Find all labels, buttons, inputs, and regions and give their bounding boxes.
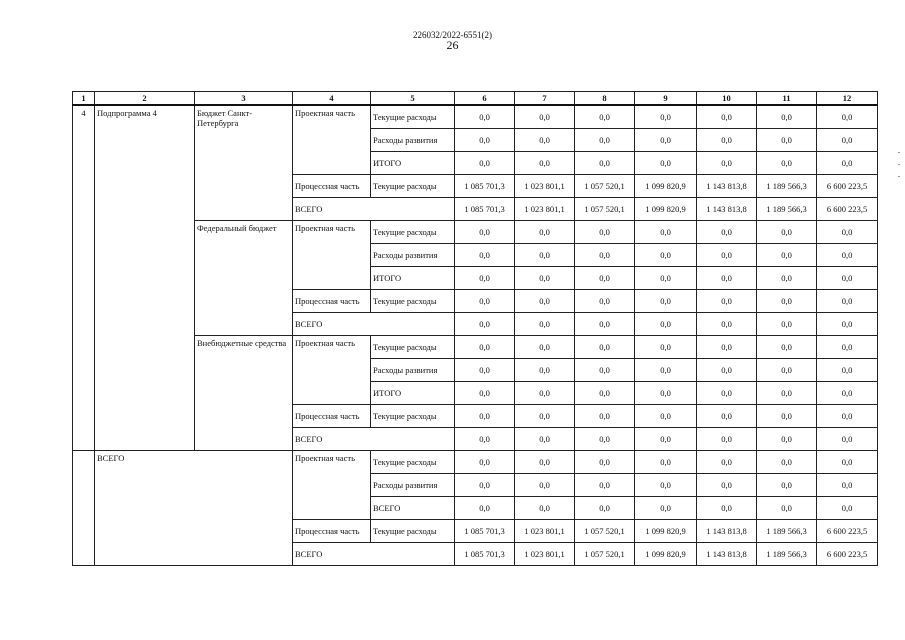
process-current-expenses-label: Текущие расходы bbox=[371, 520, 455, 543]
value-cell: 0,0 bbox=[455, 105, 515, 129]
value-cell: 0,0 bbox=[575, 359, 635, 382]
budget-table bbox=[72, 91, 878, 566]
project-part-label: Проектная часть bbox=[293, 336, 371, 405]
value-cell: 0,0 bbox=[697, 105, 757, 129]
value-cell: 0,0 bbox=[757, 474, 817, 497]
column-number-2: 2 bbox=[95, 92, 195, 106]
value-cell: 0,0 bbox=[635, 428, 697, 451]
value-cell: 0,0 bbox=[817, 428, 878, 451]
column-number-12: 12 bbox=[817, 92, 878, 106]
value-cell: 0,0 bbox=[697, 129, 757, 152]
column-number-10: 10 bbox=[697, 92, 757, 106]
value-cell: 0,0 bbox=[575, 267, 635, 290]
value-cell: 1 023 801,1 bbox=[515, 198, 575, 221]
value-cell: 0,0 bbox=[635, 497, 697, 520]
value-cell: 0,0 bbox=[697, 497, 757, 520]
value-cell: 0,0 bbox=[575, 451, 635, 474]
value-cell: 1 143 813,8 bbox=[697, 543, 757, 566]
value-cell: 0,0 bbox=[515, 497, 575, 520]
value-cell: 0,0 bbox=[697, 290, 757, 313]
project-part-label: Проектная часть bbox=[293, 105, 371, 175]
value-cell: 0,0 bbox=[697, 221, 757, 244]
value-cell: 0,0 bbox=[817, 105, 878, 129]
column-number-8: 8 bbox=[575, 92, 635, 106]
current-expenses-label: Текущие расходы bbox=[371, 105, 455, 129]
value-cell: 0,0 bbox=[817, 313, 878, 336]
value-cell: 0,0 bbox=[455, 359, 515, 382]
value-cell: 0,0 bbox=[757, 129, 817, 152]
value-cell: 0,0 bbox=[817, 382, 878, 405]
value-cell: 0,0 bbox=[515, 359, 575, 382]
value-cell: 0,0 bbox=[575, 428, 635, 451]
value-cell: 0,0 bbox=[757, 359, 817, 382]
development-expenses-label: Расходы развития bbox=[371, 359, 455, 382]
value-cell: 0,0 bbox=[515, 244, 575, 267]
value-cell: 0,0 bbox=[757, 152, 817, 175]
value-cell: 1 057 520,1 bbox=[575, 543, 635, 566]
value-cell: 0,0 bbox=[635, 152, 697, 175]
value-cell: 0,0 bbox=[817, 451, 878, 474]
value-cell: 0,0 bbox=[635, 129, 697, 152]
value-cell: 0,0 bbox=[515, 267, 575, 290]
value-cell: 0,0 bbox=[817, 336, 878, 359]
value-cell: 1 143 813,8 bbox=[697, 520, 757, 543]
value-cell: 0,0 bbox=[757, 428, 817, 451]
value-cell: 6 600 223,5 bbox=[817, 175, 878, 198]
value-cell: 0,0 bbox=[455, 313, 515, 336]
value-cell: 0,0 bbox=[697, 405, 757, 428]
value-cell: 0,0 bbox=[455, 336, 515, 359]
document-id: 226032/2022-6551(2) bbox=[413, 30, 492, 40]
column-number-7: 7 bbox=[515, 92, 575, 106]
current-expenses-label: Текущие расходы bbox=[371, 336, 455, 359]
value-cell: 0,0 bbox=[515, 105, 575, 129]
value-cell: 1 085 701,3 bbox=[455, 520, 515, 543]
scan-mark bbox=[898, 176, 900, 177]
value-cell: 1 057 520,1 bbox=[575, 198, 635, 221]
value-cell: 1 023 801,1 bbox=[515, 543, 575, 566]
current-expenses-label: Текущие расходы bbox=[371, 451, 455, 474]
development-expenses-label: Расходы развития bbox=[371, 474, 455, 497]
value-cell: 0,0 bbox=[455, 152, 515, 175]
value-cell: 1 085 701,3 bbox=[455, 175, 515, 198]
process-current-expenses-label: Текущие расходы bbox=[371, 175, 455, 198]
value-cell: 0,0 bbox=[757, 290, 817, 313]
value-cell: 0,0 bbox=[575, 382, 635, 405]
value-cell: 0,0 bbox=[455, 451, 515, 474]
value-cell: 1 099 820,9 bbox=[635, 520, 697, 543]
value-cell: 0,0 bbox=[515, 405, 575, 428]
grand-total-label: ВСЕГО bbox=[95, 451, 293, 566]
value-cell: 0,0 bbox=[515, 152, 575, 175]
value-cell: 0,0 bbox=[575, 313, 635, 336]
total-label: ВСЕГО bbox=[293, 543, 455, 566]
column-number-3: 3 bbox=[195, 92, 293, 106]
table-row bbox=[73, 105, 878, 129]
value-cell: 0,0 bbox=[455, 129, 515, 152]
value-cell: 1 143 813,8 bbox=[697, 198, 757, 221]
value-cell: 0,0 bbox=[757, 336, 817, 359]
value-cell: 0,0 bbox=[575, 244, 635, 267]
value-cell: 1 057 520,1 bbox=[575, 520, 635, 543]
value-cell: 0,0 bbox=[635, 382, 697, 405]
value-cell: 0,0 bbox=[757, 497, 817, 520]
value-cell: 0,0 bbox=[817, 244, 878, 267]
value-cell: 0,0 bbox=[817, 474, 878, 497]
value-cell: 1 023 801,1 bbox=[515, 520, 575, 543]
row-number: 4 bbox=[73, 105, 95, 451]
value-cell: 0,0 bbox=[635, 244, 697, 267]
value-cell: 0,0 bbox=[757, 244, 817, 267]
value-cell: 6 600 223,5 bbox=[817, 198, 878, 221]
value-cell: 0,0 bbox=[817, 497, 878, 520]
value-cell: 0,0 bbox=[697, 474, 757, 497]
table-row bbox=[73, 451, 878, 474]
program-name: Подпрограмма 4 bbox=[95, 105, 195, 451]
value-cell: 0,0 bbox=[575, 497, 635, 520]
subtotal-label: ИТОГО bbox=[371, 152, 455, 175]
value-cell: 0,0 bbox=[455, 428, 515, 451]
value-cell: 0,0 bbox=[697, 359, 757, 382]
value-cell: 0,0 bbox=[515, 451, 575, 474]
process-part-label: Процессная часть bbox=[293, 290, 371, 313]
value-cell: 0,0 bbox=[817, 221, 878, 244]
value-cell: 0,0 bbox=[697, 382, 757, 405]
value-cell: 1 099 820,9 bbox=[635, 175, 697, 198]
value-cell: 0,0 bbox=[635, 313, 697, 336]
column-number-6: 6 bbox=[455, 92, 515, 106]
process-part-label: Процессная часть bbox=[293, 520, 371, 543]
project-part-label: Проектная часть bbox=[293, 451, 371, 520]
value-cell: 1 085 701,3 bbox=[455, 543, 515, 566]
value-cell: 0,0 bbox=[697, 244, 757, 267]
value-cell: 0,0 bbox=[757, 221, 817, 244]
value-cell: 0,0 bbox=[817, 267, 878, 290]
value-cell: 0,0 bbox=[817, 290, 878, 313]
value-cell: 0,0 bbox=[817, 359, 878, 382]
value-cell: 0,0 bbox=[697, 313, 757, 336]
value-cell: 0,0 bbox=[575, 152, 635, 175]
process-part-label: Процессная часть bbox=[293, 405, 371, 428]
funding-source-name: Внебюджетные средства bbox=[195, 336, 293, 451]
value-cell: 0,0 bbox=[757, 382, 817, 405]
value-cell: 0,0 bbox=[817, 405, 878, 428]
value-cell: 0,0 bbox=[455, 474, 515, 497]
value-cell: 1 085 701,3 bbox=[455, 198, 515, 221]
value-cell: 0,0 bbox=[515, 290, 575, 313]
funding-source-name: Федеральный бюджет bbox=[195, 221, 293, 336]
value-cell: 1 189 566,3 bbox=[757, 175, 817, 198]
project-part-label: Проектная часть bbox=[293, 221, 371, 290]
column-number-4: 4 bbox=[293, 92, 371, 106]
column-number-1: 1 bbox=[73, 92, 95, 106]
value-cell: 0,0 bbox=[817, 129, 878, 152]
value-cell: 0,0 bbox=[635, 474, 697, 497]
value-cell: 0,0 bbox=[757, 105, 817, 129]
value-cell: 6 600 223,5 bbox=[817, 543, 878, 566]
process-current-expenses-label: Текущие расходы bbox=[371, 405, 455, 428]
value-cell: 0,0 bbox=[575, 336, 635, 359]
scan-mark bbox=[898, 164, 900, 165]
value-cell: 0,0 bbox=[455, 244, 515, 267]
value-cell: 0,0 bbox=[575, 290, 635, 313]
value-cell: 0,0 bbox=[575, 405, 635, 428]
value-cell: 0,0 bbox=[455, 405, 515, 428]
subtotal-label: ИТОГО bbox=[371, 267, 455, 290]
value-cell: 1 143 813,8 bbox=[697, 175, 757, 198]
value-cell: 1 189 566,3 bbox=[757, 198, 817, 221]
value-cell: 0,0 bbox=[757, 451, 817, 474]
page-number: 26 bbox=[446, 38, 459, 52]
value-cell: 0,0 bbox=[635, 359, 697, 382]
value-cell: 1 057 520,1 bbox=[575, 175, 635, 198]
row-number-spacer bbox=[73, 451, 95, 566]
value-cell: 0,0 bbox=[697, 451, 757, 474]
value-cell: 0,0 bbox=[635, 336, 697, 359]
column-number-9: 9 bbox=[635, 92, 697, 106]
value-cell: 0,0 bbox=[697, 152, 757, 175]
value-cell: 0,0 bbox=[635, 405, 697, 428]
total-label: ВСЕГО bbox=[293, 428, 455, 451]
total-label: ВСЕГО bbox=[293, 313, 455, 336]
value-cell: 0,0 bbox=[515, 382, 575, 405]
column-number-5: 5 bbox=[371, 92, 455, 106]
value-cell: 0,0 bbox=[455, 267, 515, 290]
value-cell: 0,0 bbox=[575, 105, 635, 129]
value-cell: 1 189 566,3 bbox=[757, 520, 817, 543]
column-number-11: 11 bbox=[757, 92, 817, 106]
subtotal-label: ИТОГО bbox=[371, 382, 455, 405]
value-cell: 0,0 bbox=[817, 152, 878, 175]
process-part-label: Процессная часть bbox=[293, 175, 371, 198]
value-cell: 0,0 bbox=[757, 267, 817, 290]
total-label: ВСЕГО bbox=[293, 198, 455, 221]
subtotal-label: ВСЕГО bbox=[371, 497, 455, 520]
process-current-expenses-label: Текущие расходы bbox=[371, 290, 455, 313]
value-cell: 0,0 bbox=[635, 451, 697, 474]
value-cell: 1 189 566,3 bbox=[757, 543, 817, 566]
value-cell: 0,0 bbox=[515, 129, 575, 152]
value-cell: 0,0 bbox=[515, 336, 575, 359]
development-expenses-label: Расходы развития bbox=[371, 244, 455, 267]
value-cell: 0,0 bbox=[757, 313, 817, 336]
value-cell: 0,0 bbox=[455, 221, 515, 244]
value-cell: 0,0 bbox=[515, 221, 575, 244]
value-cell: 0,0 bbox=[635, 290, 697, 313]
value-cell: 1 023 801,1 bbox=[515, 175, 575, 198]
value-cell: 0,0 bbox=[697, 336, 757, 359]
value-cell: 0,0 bbox=[515, 474, 575, 497]
column-number-row bbox=[73, 92, 878, 106]
value-cell: 6 600 223,5 bbox=[817, 520, 878, 543]
value-cell: 0,0 bbox=[757, 405, 817, 428]
value-cell: 0,0 bbox=[455, 497, 515, 520]
value-cell: 0,0 bbox=[697, 428, 757, 451]
development-expenses-label: Расходы развития bbox=[371, 129, 455, 152]
value-cell: 0,0 bbox=[575, 474, 635, 497]
value-cell: 1 099 820,9 bbox=[635, 198, 697, 221]
scan-mark bbox=[898, 152, 900, 153]
value-cell: 1 099 820,9 bbox=[635, 543, 697, 566]
value-cell: 0,0 bbox=[455, 290, 515, 313]
current-expenses-label: Текущие расходы bbox=[371, 221, 455, 244]
value-cell: 0,0 bbox=[575, 221, 635, 244]
funding-source-name: Бюджет Санкт-Петербурга bbox=[195, 105, 293, 221]
value-cell: 0,0 bbox=[515, 313, 575, 336]
value-cell: 0,0 bbox=[635, 105, 697, 129]
budget-table-body bbox=[73, 92, 878, 566]
value-cell: 0,0 bbox=[697, 267, 757, 290]
value-cell: 0,0 bbox=[515, 428, 575, 451]
value-cell: 0,0 bbox=[575, 129, 635, 152]
value-cell: 0,0 bbox=[455, 382, 515, 405]
value-cell: 0,0 bbox=[635, 221, 697, 244]
value-cell: 0,0 bbox=[635, 267, 697, 290]
